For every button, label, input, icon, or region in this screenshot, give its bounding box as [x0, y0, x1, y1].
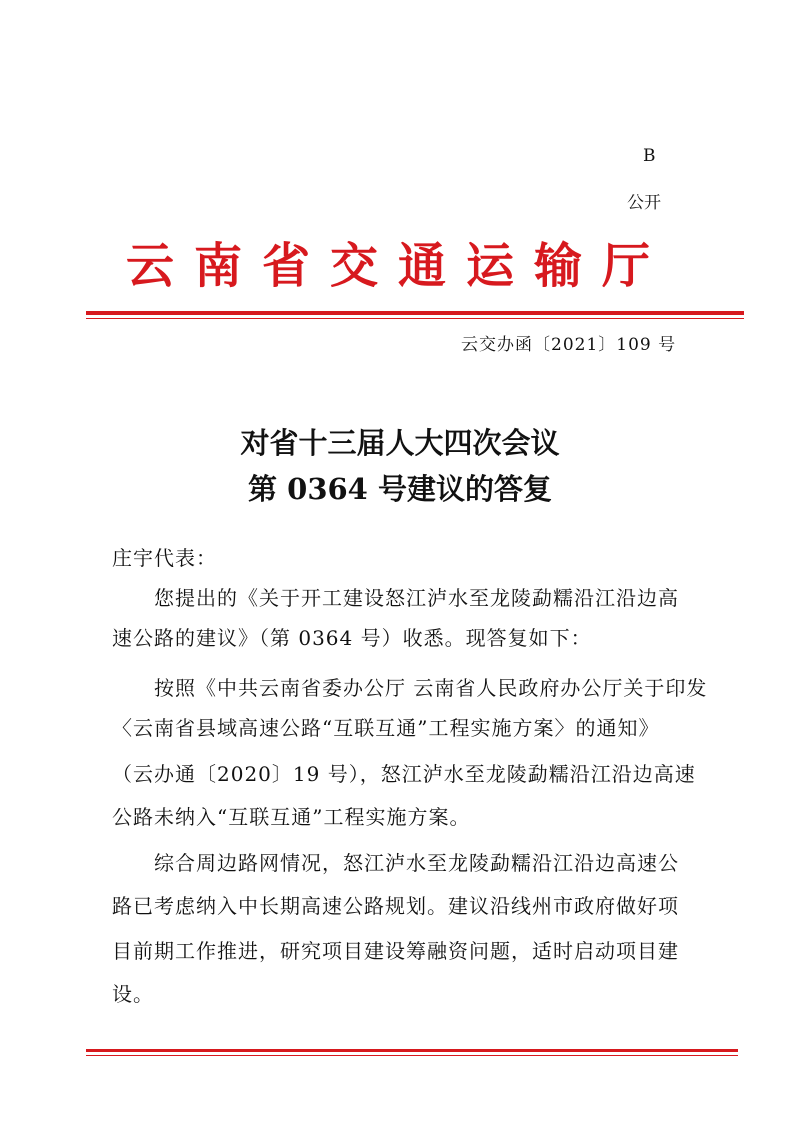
body-line: 路已考虑纳入中长期高速公路规划。建议沿线州市政府做好项: [112, 894, 679, 918]
salutation: 庄宇代表：: [112, 546, 217, 570]
body-line: 设。: [112, 982, 154, 1006]
body-line: 速公路的建议》（第 0364 号）收悉。现答复如下：: [112, 626, 592, 650]
document-grade: B: [643, 146, 656, 166]
body-line: 公路未纳入“互联互通”工程实施方案。: [112, 805, 471, 829]
body-line: 按照《中共云南省委办公厅 云南省人民政府办公厅关于印发: [112, 676, 708, 700]
disclosure-label: 公开: [627, 193, 661, 213]
footer-rule-thin: [86, 1055, 738, 1056]
header-rule-thin: [86, 318, 744, 319]
body-line: （云办通〔2020〕19 号），怒江泸水至龙陵勐糯沿江沿边高速: [112, 762, 696, 786]
document-number: 云交办函〔2021〕109 号: [461, 335, 677, 355]
body-line: 您提出的《关于开工建设怒江泸水至龙陵勐糯沿江沿边高: [112, 586, 679, 610]
footer-rule-thick: [86, 1049, 738, 1052]
body-line: 目前期工作推进，研究项目建设筹融资问题，适时启动项目建: [112, 939, 679, 963]
body-line: 〈云南省县域高速公路“互联互通”工程实施方案〉的通知》: [112, 716, 660, 740]
body-line: 综合周边路网情况，怒江泸水至龙陵勐糯沿江沿边高速公: [112, 851, 679, 875]
organization-header: 云南省交通运输厅: [126, 238, 671, 294]
header-rule-thick: [86, 311, 744, 315]
document-title-line-1: 对省十三届人大四次会议: [240, 426, 560, 460]
document-title-line-2: 第 0364 号建议的答复: [248, 472, 552, 506]
